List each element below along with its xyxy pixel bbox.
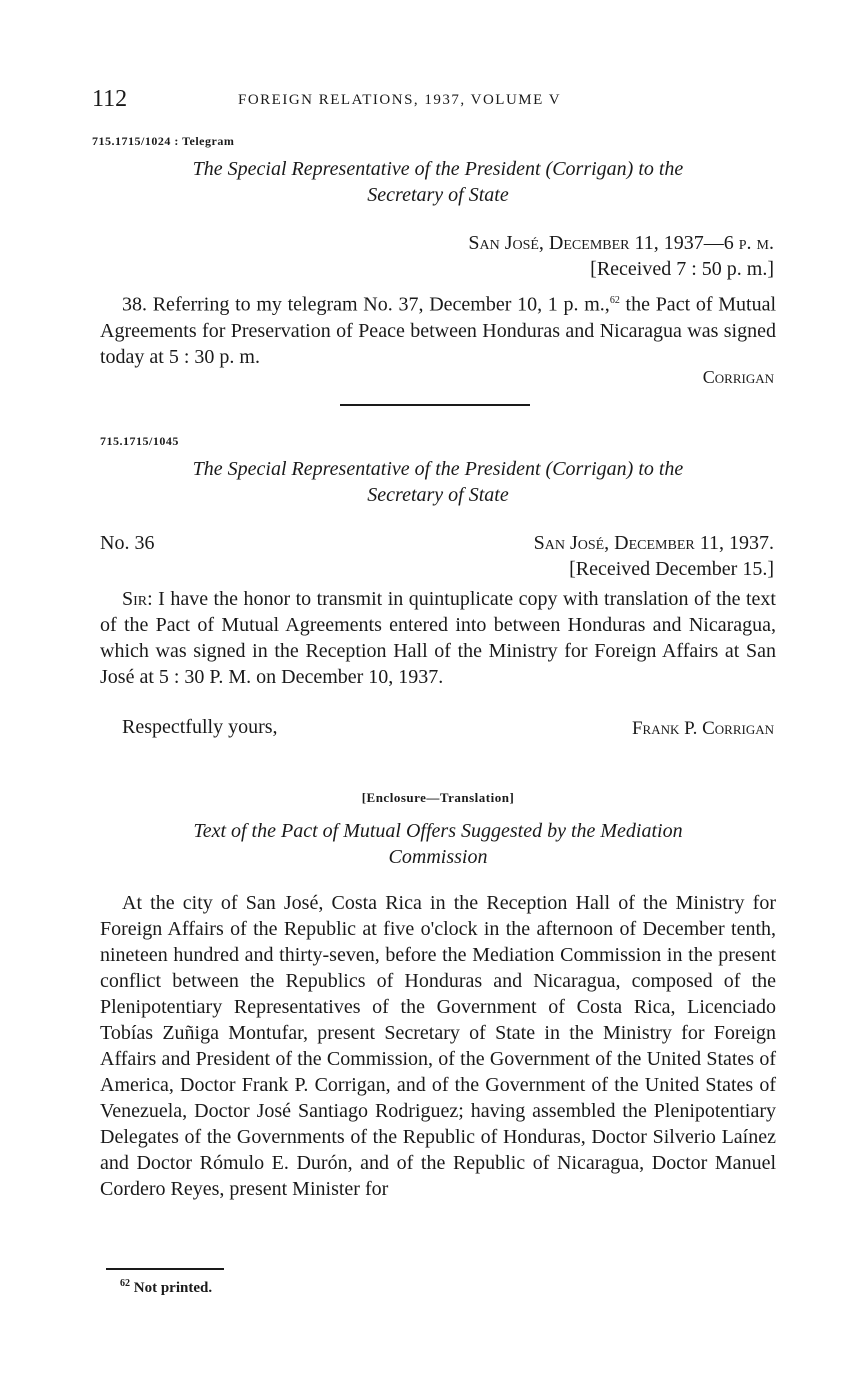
document-title bbox=[100, 156, 776, 208]
footnote-divider bbox=[106, 1268, 224, 1270]
title-line: Secretary of State bbox=[367, 184, 509, 206]
received-line: [Received December 15.] bbox=[569, 558, 774, 580]
telegram-body: 38. Referring to my telegram No. 37, December 10, 1 p. m.,$^{62}$ the Pact of Mutual Agreements for Preservation of Peace between Honduras and Nicaragua was signed today at 5 : 30 p. m. bbox=[100, 293, 776, 368]
title-line: The Special Representative of the President (Corrigan) to the bbox=[192, 158, 684, 180]
title-line: Text of the Pact of Mutual Offers Suggested by the Mediation bbox=[193, 820, 683, 842]
file-reference: 715.1715/1045 bbox=[100, 434, 179, 448]
enclosure-label: [Enclosure—Translation] bbox=[361, 790, 515, 805]
despatch-number: No. 36 bbox=[100, 532, 155, 554]
title-line: The Special Representative of the President (Corrigan) to the bbox=[192, 458, 684, 480]
place-date: San José, December 11, 1937—6 p. m. bbox=[468, 232, 774, 254]
running-head: FOREIGN RELATIONS, 1937, VOLUME V bbox=[238, 92, 562, 108]
salutation: Sir: bbox=[122, 588, 153, 610]
page-header bbox=[92, 86, 632, 116]
signature: Frank P. Corrigan bbox=[631, 718, 774, 739]
closing: Respectfully yours, bbox=[122, 716, 278, 738]
footnote-reference: 62 bbox=[609, 295, 620, 306]
file-reference: 715.1715/1024 : Telegram bbox=[92, 134, 235, 148]
despatch-body: Sir: I have the honor to transmit in quintuplicate copy with translation of the text of the Pact of Mutual Agreements entered into between Honduras and Nicaragua, which was signed in the Reception Hall of the Ministry for Foreign Affairs at San José at 5 : 30 P. M. on December 10, 1937. bbox=[100, 588, 776, 688]
received-line: [Received 7 : 50 p. m.] bbox=[590, 258, 774, 280]
title-line: Secretary of State bbox=[367, 484, 509, 506]
enclosure-title bbox=[100, 818, 776, 870]
footnote: $^{62}$ Not printed. bbox=[120, 1278, 213, 1296]
section-divider bbox=[340, 404, 530, 406]
page-number: 112 bbox=[92, 86, 128, 112]
footnote-mark: 62 bbox=[120, 1278, 130, 1289]
signature: Corrigan bbox=[702, 367, 774, 387]
title-line: Commission bbox=[388, 846, 488, 868]
enclosure-body: At the city of San José, Costa Rica in the Reception Hall of the Ministry for Foreign Affairs of the Republic at five o'clock in the afternoon of December tenth, nineteen hundred and thirty-seven, before the Mediation Commission in the present conflict between the Republics of Honduras and Nicaragua, composed of the Plenipotentiary Representatives of the Government of Costa Rica, Licenciado Tobías Zuñiga Montufar, present Secretary of State in the Ministry for Foreign Affairs and President of the Commission, of the Government of the United States of America, Doctor Frank P. Corrigan, and of the Government of the United States of Venezuela, Doctor José Santiago Rodriguez; having assembled the Plenipotentiary Delegates of the Governments of the Republic of Honduras, Doctor Silverio Laínez and Doctor Rómulo E. Durón, and of the Republic of Nicaragua, Doctor Manuel Cordero Reyes, present Minister for bbox=[100, 892, 776, 1200]
document-title bbox=[100, 456, 776, 508]
place-date: San José, December 11, 1937. bbox=[533, 532, 774, 554]
